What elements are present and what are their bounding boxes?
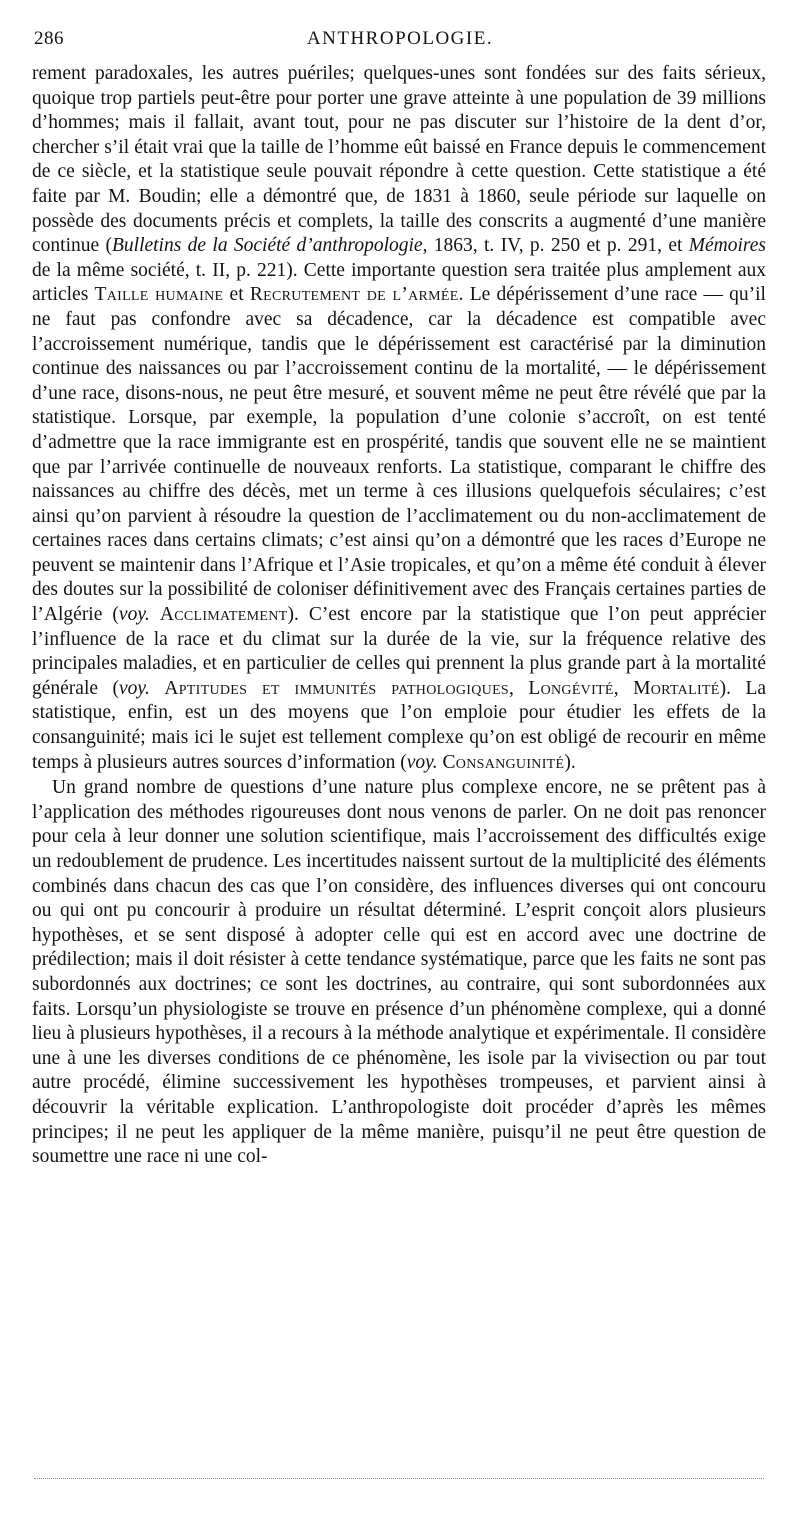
- text-run: ). C’est encore par la statistique que l’on peut apprécier l’influence de la race et du climat sur la durée de la vie, sur la fréquence relative des principales maladies, et en particulier de celles qui prennent la plus grande part à la mortalité générale (: [32, 604, 767, 699]
- text-run: ,: [613, 677, 634, 699]
- italic-text: Bulletins de la Société d’anthropologie: [111, 235, 423, 257]
- cross-reference: Consanguinité: [442, 751, 565, 773]
- text-run: ). La statistique, enfin, est un des moyens que l’on emploie pour étudier les effets de la consanguinité; mais ici le sujet est tellement complexe qu’on est obligé de recourir en même temps à plusieurs autres sources d’information (: [32, 677, 767, 773]
- cross-reference: Taille humaine: [94, 284, 224, 306]
- text-run: ,: [509, 677, 529, 699]
- text-run: de la même société, t. II, p. 221). Cette importante question sera traitée plus amplement aux articles: [32, 259, 766, 306]
- cross-reference: Longévité: [528, 677, 614, 699]
- page-number: 286: [34, 28, 64, 49]
- paragraph-1: [32, 62, 766, 775]
- body-text: [32, 62, 766, 1170]
- text-run: , 1863, t. IV, p. 250 et p. 291, et: [422, 235, 689, 257]
- text-run: [150, 604, 160, 625]
- page-header: [30, 28, 770, 60]
- cross-reference: Recrutement de l’armée: [249, 284, 459, 306]
- paragraph-2: [32, 776, 766, 1170]
- running-title: ANTHROPOLOGIE.: [306, 28, 494, 49]
- italic-text: voy.: [406, 751, 438, 773]
- text-run: [150, 678, 164, 699]
- text-run: Un grand nombre de questions d’une nature plus complexe encore, ne se prêtent pas à l’application des méthodes rigoureuses dont nous venons de parler. On ne doit pas renoncer pour cela à leur donner une solution scientifique, mais l’accroissement des difficultés exige un redoublement de prudence. Les incertitudes naissent surtout de la multiplicité des éléments combinés dans chacun des cas que l’on considère, des influences diverses qui ont concouru ou qui ont pu concourir à produire un résultat déterminé. L’esprit conçoit alors plusieurs hypothèses, et se sent disposé à adopter celle qui est en accord avec une doctrine de prédilection; mais il doit résister à cette tendance systématique, parce que les faits ne sont pas subordonnés aux doctrines; ce sont les doctrines, au contraire, qui sont subordonnées aux faits. Lorsqu’un physiologiste se trouve en présence d’un phénomène complexe, qui a donné lieu à plusieurs hypothèses, il a recours à la méthode analytique et expérimentale. Il considère une à une les diverses conditions de ce phénomène, les isole par la vivisection ou par tout autre procédé, élimine successivement les hypothèses trompeuses, et parvient ainsi à découvrir la véritable explication. L’anthropologiste doit procéder d’après les mêmes principes; il ne peut les appliquer de la même manière, puisqu’il ne peut être question de soumettre une race ni une col-: [32, 777, 766, 1168]
- cross-reference: Mortalité: [633, 677, 720, 699]
- text-run: rement paradoxales, les autres puériles; quelques-unes sont fondées sur des faits sérieux, quoique trop partiels peut-être pour porter une grave atteinte à une population de 39 millions d’hommes; mais il fallait, avant tout, pour ne pas discuter sur l’histoire de la dent d’or, chercher s’il était vrai que la taille de l’homme eût baissé en France depuis le commencement de ce siècle, et la statistique seule pouvait répondre à cette question. Cette statistique a été faite par M. Boudin; elle a démontré que, de 1831 à 1860, seule période sur laquelle on possède des documents précis et complets, la taille des conscrits a augmenté d’une manière continue (: [32, 63, 766, 257]
- footer-rule: [34, 1478, 764, 1479]
- italic-text: voy.: [119, 677, 150, 699]
- text-run: ).: [564, 751, 576, 773]
- text-run: et: [223, 284, 250, 306]
- cross-reference: Aptitudes et immunités pathologiques: [164, 677, 510, 699]
- text-run: . Le dépérissement d’une race — qu’il ne faut pas confondre avec sa décadence, car la décadence est compatible avec l’accroissement numérique, tandis que le dépérissement est caractérisé par la diminution continue des naissances ou par l’accroissement continu de la mortalité, — le dépérissement d’une race, disons-nous, ne peut être mesuré, et souvent même ne peut être révélé que par la statistique. Lorsque, par exemple, la population d’une colonie s’accroît, on est tenté d’admettre que la race immigrante est en prospérité, tandis que souvent elle ne se maintient que par l’arrivée continuelle de nouveaux renforts. La statistique, comparant le chiffre des naissances au chiffre des décès, met un terme à ces illusions quelquefois séculaires; c’est ainsi qu’on parvient à résoudre la question de l’acclimatement ou du non-acclimatement de certaines races dans certains climats; c’est ainsi qu’on a démontré que les races d’Europe ne peuvent se maintenir dans l’Afrique et l’Asie tropicales, et qu’on a même été conduit à élever des doutes sur la possibilité de coloniser définitivement avec des Français certaines parties de l’Algérie (: [32, 284, 766, 626]
- italic-text: voy.: [118, 604, 150, 626]
- italic-text: Mémoires: [688, 235, 767, 257]
- cross-reference: Acclimatement: [159, 604, 288, 626]
